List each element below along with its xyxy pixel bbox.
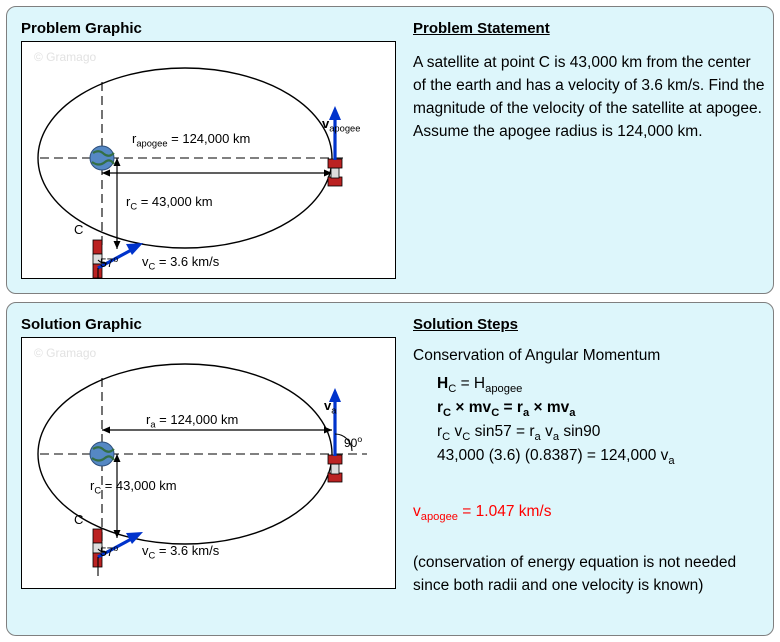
label-r-a: $r_a = 124,000$ km xyxy=(146,412,239,430)
label-v-a: $v_a$ xyxy=(324,398,337,416)
label-angle-57-solution: 57$^o$ xyxy=(100,543,119,559)
watermark-problem: © Gramago xyxy=(34,50,97,64)
solution-line-4: 43,000 (3.6) (0.8387) = 124,000 $v_a$ xyxy=(437,447,675,468)
solution-line-3: $r_C$ $v_C$ $\sin 57 = r_a$ $v_a$ sin90 xyxy=(437,423,601,444)
label-point-c-solution: C xyxy=(74,512,84,527)
problem-graphic-title: Problem Graphic xyxy=(21,20,142,37)
label-angle-90: 90$^o$ xyxy=(344,434,363,450)
solution-steps-title: Solution Steps xyxy=(413,316,518,333)
problem-statement-title: Problem Statement xyxy=(413,20,550,37)
solution-graphic-title: Solution Graphic xyxy=(21,316,142,333)
problem-orbit-diagram xyxy=(22,42,396,279)
watermark-solution: © Gramago xyxy=(34,346,97,360)
label-point-c: C xyxy=(74,222,84,237)
solution-line-2: $r_C \times mv_C = r_a \times mv_a$ xyxy=(437,399,576,420)
solution-panel xyxy=(6,302,774,636)
problem-panel xyxy=(6,6,774,294)
solution-graphic xyxy=(21,337,396,589)
solution-heading: Conservation of Angular Momentum xyxy=(413,347,661,364)
solution-answer: $v_{apogee} = 1.047$ km/s xyxy=(413,503,552,524)
label-v-c-solution: $v_C = 3.6$ km/s xyxy=(142,543,220,561)
label-v-apogee: $v_{apogee}$ xyxy=(322,116,361,134)
solution-note: (conservation of energy equation is not needed since both radii and one velocity is known) xyxy=(413,554,737,594)
label-r-c: $r_C = 43,000$ km xyxy=(126,194,213,212)
label-r-apogee: $r_{apogee} = 124,000$ km xyxy=(132,131,251,149)
problem-statement-text: A satellite at point C is 43,000 km from the center of the earth and has a velocity of 3.6 km/s. Find the magnitude of the velocity of the satellite at apogee. Assume the apogee radius is 124,000 km. xyxy=(413,54,765,140)
label-angle-57: 57$^o$ xyxy=(100,254,119,270)
label-v-c: $v_C = 3.6$ km/s xyxy=(142,254,220,272)
solution-line-1: $H_C = H_{apogee}$ xyxy=(437,375,523,396)
label-r-c-solution: $r_C = 43,000$ km xyxy=(90,478,177,496)
problem-graphic xyxy=(21,41,396,279)
